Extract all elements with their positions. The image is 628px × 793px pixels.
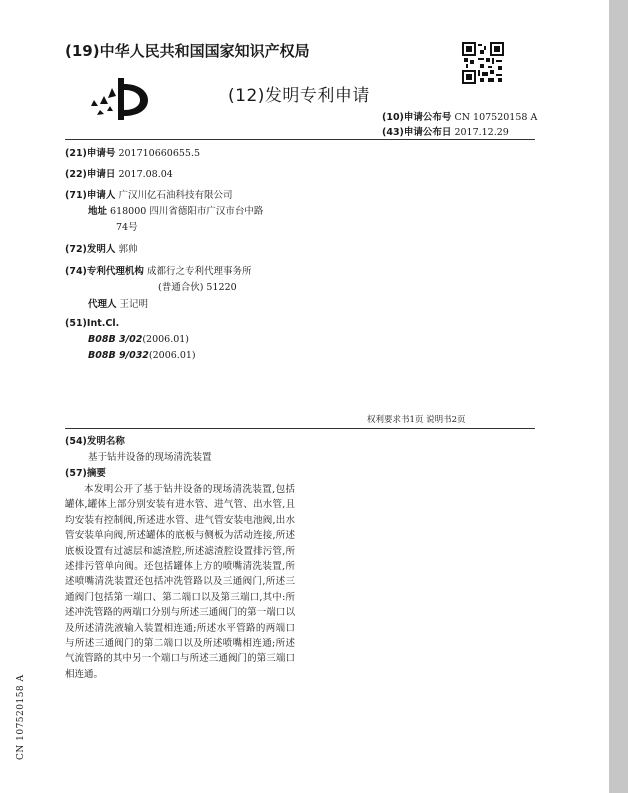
inventor: 郭帅 [118, 244, 138, 255]
pub-no-label: (10)申请公布号 [382, 112, 452, 123]
scrollbar[interactable] [609, 0, 628, 793]
app-date-label: (22)申请日 [65, 169, 116, 180]
invention-name-label: (54)发明名称 [65, 436, 125, 447]
applicant: 广汉川亿石油科技有限公司 [118, 190, 233, 201]
applicant-label: (71)申请人 [65, 190, 116, 201]
invention-name: 基于钻井设备的现场清洗装置 [88, 452, 212, 463]
app-no-label: (21)申请号 [65, 148, 116, 159]
cnipa-emblem-icon [88, 76, 154, 122]
agency-line2: (普通合伙) 51220 [158, 282, 237, 293]
ipc1-date: (2006.01) [142, 334, 190, 345]
side-pub-number: CN 107520158 A [16, 674, 26, 760]
agent-label: 代理人 [88, 299, 117, 310]
inventor-label: (72)发明人 [65, 244, 116, 255]
ipc1-code: B08B 3/02 [88, 334, 143, 345]
office-name: (19)中华人民共和国国家知识产权局 [65, 42, 310, 60]
abstract-divider [65, 428, 535, 429]
agency-line1: 成都行之专利代理事务所 [146, 266, 252, 277]
abstract-label: (57)摘要 [65, 468, 106, 479]
app-date: 2017.08.04 [118, 169, 173, 180]
ipc2-code: B08B 9/032 [88, 350, 149, 361]
ipc2-date: (2006.01) [148, 350, 196, 361]
pub-no: CN 107520158 A [454, 112, 538, 123]
app-no: 201710660655.5 [118, 148, 201, 159]
intcl-label: (51)Int.Cl. [65, 318, 120, 329]
document-type-title: (12)发明专利申请 [228, 86, 370, 106]
agency-label: (74)专利代理机构 [65, 266, 144, 277]
pub-date-label: (43)申请公布日 [382, 127, 452, 138]
pub-date: 2017.12.29 [454, 127, 509, 138]
address-label: 地址 [88, 206, 108, 217]
header-divider [65, 139, 535, 140]
address-line2: 74号 [116, 222, 138, 233]
qr-code-icon [462, 42, 504, 84]
abstract-text: 本发明公开了基于钻井设备的现场清洗装置,包括罐体,罐体上部分别安装有进水管、进气管、出水管,且均安装有控制阀,所述进水管、进气管安装电池阀,出水管安装单向阀,所述罐体的底板与侧板为活动连接,所述底板设置有过滤层和滤渣腔,所述滤渣腔设置排污管,所述排污管单向阀。还包括罐体上方的喷嘴清洗装置,所述喷嘴清洗装置还包括冲洗管路以及三通阀门,所述三通阀门包括第一端口、第二端口以及第三端口,其中:所述冲洗管路的两端口分别与所述三通阀门的第一端口以及所述清洗液输入装置相连通;所述水平管路的两端口与所述三通阀门的第二端口以及所述喷嘴相连通;所述气流管路的其中另一个端口与所述三通阀门的第三端口相连通。 [65, 484, 295, 680]
address-line1: 618000 四川省德阳市广汉市台中路 [110, 206, 264, 217]
agent: 王记明 [119, 299, 149, 310]
pages-note: 权利要求书1页 说明书2页 [367, 415, 466, 425]
